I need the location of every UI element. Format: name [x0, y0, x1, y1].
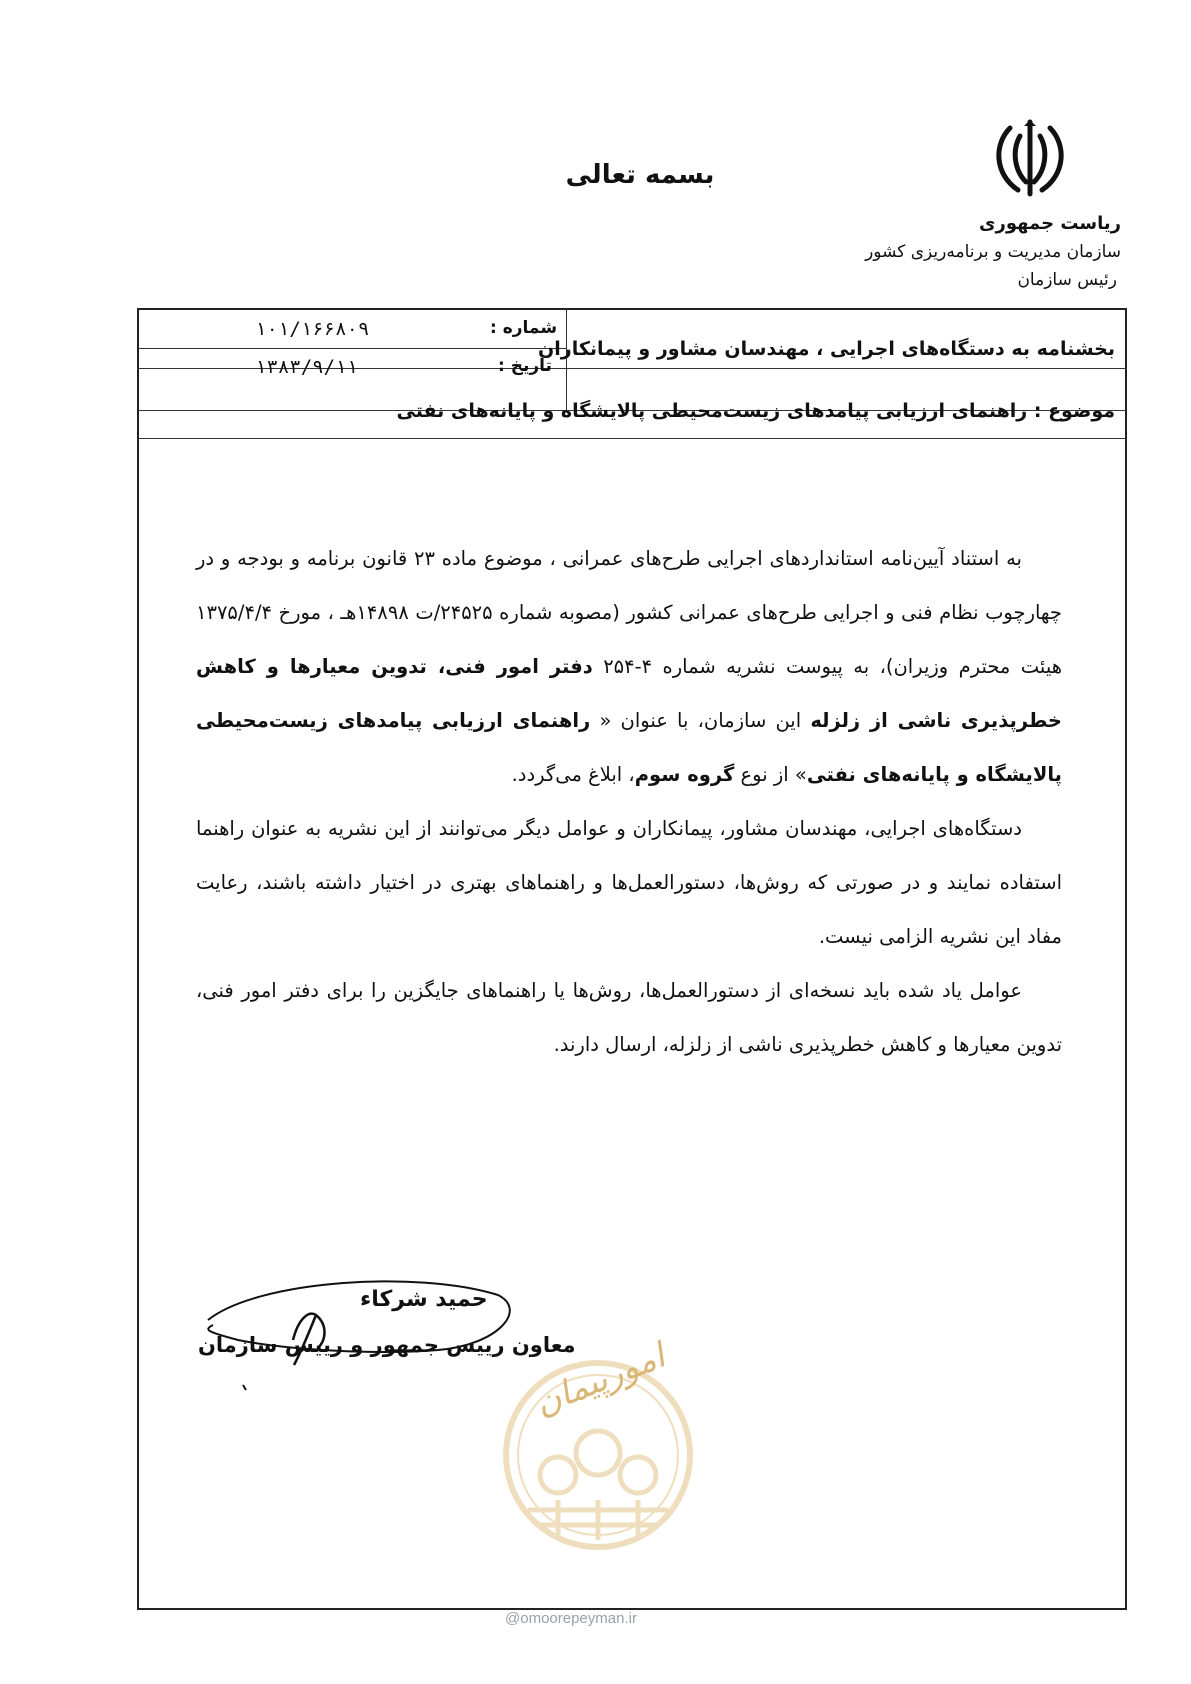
iran-emblem-icon: [988, 118, 1072, 198]
org-presidency: ریاست جمهوری: [979, 213, 1121, 234]
paragraph-2: دستگاه‌های اجرایی، مهندسان مشاور، پیمانکاران و عوامل دیگر می‌توانند از این نشریه به عنوان راهنما استفاده نمایند و در صورتی که روش‌ها، دستورالعمل‌ها و راهنماهای بهتری در اختیار داشته باشند، رعایت مفاد این نشریه الزامی نیست.: [196, 817, 1062, 948]
date-label: تاریخ :: [498, 356, 552, 376]
subject-divider-bottom: [137, 438, 1127, 439]
recipients-line: بخشنامه به دستگاه‌های اجرایی ، مهندسان مشاور و پیمانکاران: [538, 338, 1115, 360]
p1-bold-office: دفتر امور فنی، تدوین معیارها و کاهش خطرپذیری ناشی از زلزله: [196, 655, 1062, 732]
org-organization: سازمان مدیریت و برنامه‌ریزی کشور: [865, 242, 1121, 262]
site-watermark: @omoorepeyman.ir: [505, 1610, 637, 1627]
signatory-name: حمید شرکاء: [360, 1287, 488, 1312]
basmala-heading: بسمه تعالی: [565, 160, 715, 190]
p1-bold-title: راهنمای ارزیابی پیامدهای زیست‌محیطی پالایشگاه و پایانه‌های نفتی: [196, 709, 1062, 786]
letter-body: [196, 532, 1062, 1072]
number-value: ۱۰۱/۱۶۶۸۰۹: [255, 318, 370, 340]
p1-bold-group: گروه سوم: [634, 763, 735, 786]
p1-text-e: » از نوع: [734, 763, 807, 786]
stamp-text: امورپیمان: [529, 1335, 671, 1425]
p1-text-g: ، ابلاغ می‌گردد.: [511, 763, 635, 786]
p1-text-c: این سازمان، با عنوان «: [590, 709, 811, 732]
paragraph-1: [196, 532, 1062, 802]
p1-text-a: به استناد آیین‌نامه استانداردهای اجرایی طرح‌های عمرانی ، موضوع ماده ۲۳ قانون برنامه و بودجه و در چهارچوب نظام فنی و اجرایی طرح‌های عمرانی کشور (مصوبه شماره ۲۴۵۲۵/ت ۱۴۸۹۸هـ ، مورخ ۱۳۷۵/۴/۴ هیئت محترم وزیران)، به پیوست نشریه شماره ۴-۲۵۴: [196, 547, 1062, 678]
meta-row-divider: [137, 348, 566, 349]
number-label: شماره :: [490, 318, 558, 338]
paragraph-3: عوامل یاد شده باید نسخه‌ای از دستورالعمل‌ها، روش‌ها یا راهنماهای جایگزین را برای دفتر امور فنی، تدوین معیارها و کاهش خطرپذیری ناشی از زلزله، ارسال دارند.: [196, 979, 1062, 1056]
org-head: رئیس سازمان: [1017, 270, 1117, 290]
subject-line: موضوع : راهنمای ارزیابی پیامدهای زیست‌محیطی پالایشگاه و پایانه‌های نفتی: [396, 400, 1115, 422]
signatory-title: معاون رییس جمهور و رییس سازمان: [198, 1333, 576, 1357]
organization-header: [781, 210, 1121, 294]
date-value: ۱۳۸۳/۹/۱۱: [255, 356, 358, 378]
